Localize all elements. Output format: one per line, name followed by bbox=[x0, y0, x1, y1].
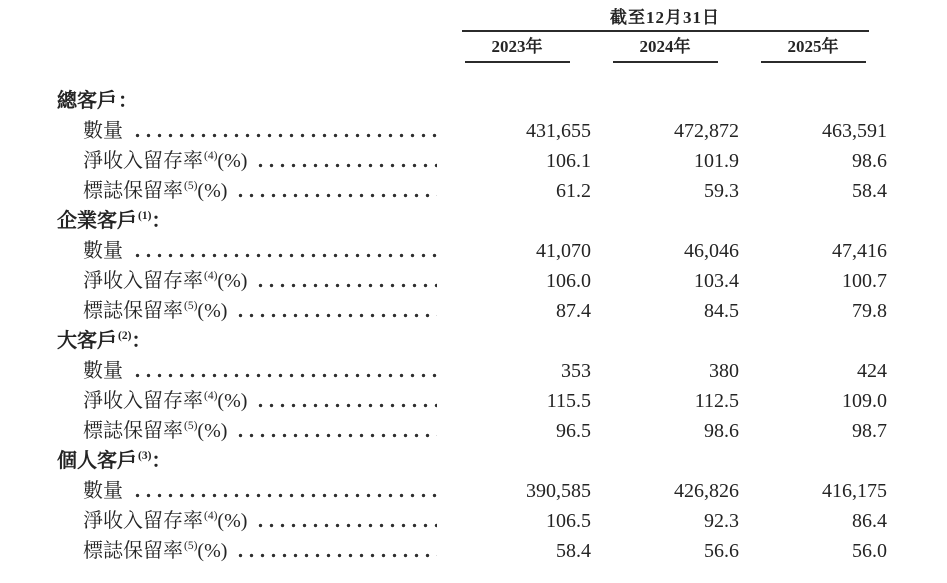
metric-label-cell bbox=[57, 296, 443, 326]
metric-label bbox=[83, 536, 227, 566]
section-label-cell bbox=[57, 206, 443, 236]
metric-name: 數量 bbox=[83, 360, 123, 382]
value-2025: 98.6 bbox=[852, 150, 887, 172]
metric-row bbox=[57, 536, 947, 566]
value-2023: 106.0 bbox=[546, 270, 591, 292]
section-header-row bbox=[57, 86, 947, 116]
customer-group bbox=[57, 326, 947, 446]
value-2025: 47,416 bbox=[832, 240, 887, 262]
metric-row bbox=[57, 416, 947, 446]
section-footnote-marker: (3) bbox=[138, 450, 152, 463]
metric-label-cell bbox=[57, 536, 443, 566]
section-colon: ： bbox=[131, 330, 152, 352]
metric-name: 淨收入留存率 bbox=[83, 270, 203, 292]
metric-label-cell bbox=[57, 416, 443, 446]
dot-leader bbox=[235, 536, 437, 566]
metric-row bbox=[57, 146, 947, 176]
metric-label-cell bbox=[57, 386, 443, 416]
section-name: 總客戶 bbox=[57, 90, 117, 112]
metric-label-cell bbox=[57, 146, 443, 176]
metric-row bbox=[57, 116, 947, 146]
metric-footnote-marker: (4) bbox=[204, 390, 218, 403]
metric-row bbox=[57, 266, 947, 296]
value-2023: 87.4 bbox=[556, 300, 591, 322]
section-title bbox=[57, 86, 138, 116]
value-2024: 46,046 bbox=[684, 240, 739, 262]
year-label: 2025年 bbox=[761, 32, 866, 63]
value-2024: 56.6 bbox=[704, 540, 739, 562]
metric-label-cell bbox=[57, 506, 443, 536]
value-2025: 86.4 bbox=[852, 510, 887, 532]
section-title bbox=[57, 446, 171, 476]
value-2023: 58.4 bbox=[556, 540, 591, 562]
customer-group bbox=[57, 206, 947, 326]
metric-row bbox=[57, 176, 947, 206]
metric-row bbox=[57, 236, 947, 266]
section-title bbox=[57, 206, 171, 236]
value-2025: 424 bbox=[857, 360, 887, 382]
section-name: 大客戶 bbox=[57, 330, 117, 352]
dot-leader bbox=[255, 266, 437, 296]
section-title bbox=[57, 326, 151, 356]
metric-footnote-marker: (5) bbox=[184, 420, 198, 433]
metric-label bbox=[83, 476, 124, 506]
metric-name: 淨收入留存率 bbox=[83, 390, 203, 412]
metric-unit: (%) bbox=[217, 390, 248, 412]
metric-label-cell bbox=[57, 236, 443, 266]
year-label: 2023年 bbox=[465, 32, 570, 63]
value-2023: 41,070 bbox=[536, 240, 591, 262]
value-2025: 463,591 bbox=[822, 120, 887, 142]
section-label-cell bbox=[57, 446, 443, 476]
value-2023: 353 bbox=[561, 360, 591, 382]
section-header-row bbox=[57, 446, 947, 476]
metric-footnote-marker: (4) bbox=[204, 150, 218, 163]
table-header bbox=[57, 6, 947, 63]
metric-name: 標誌保留率 bbox=[83, 300, 183, 322]
value-2025: 58.4 bbox=[852, 180, 887, 202]
metric-label-cell bbox=[57, 176, 443, 206]
metric-label bbox=[83, 386, 247, 416]
value-2023: 106.5 bbox=[546, 510, 591, 532]
period-title: 截至12月31日 bbox=[610, 8, 720, 27]
value-2024: 101.9 bbox=[694, 150, 739, 172]
metric-row bbox=[57, 386, 947, 416]
section-footnote-marker: (1) bbox=[138, 210, 152, 223]
dot-leader bbox=[132, 476, 437, 506]
dot-leader bbox=[235, 176, 437, 206]
metric-label bbox=[83, 176, 227, 206]
year-column-2023 bbox=[443, 32, 591, 63]
dot-leader bbox=[255, 386, 437, 416]
year-column-2025 bbox=[739, 32, 887, 63]
metric-label bbox=[83, 416, 227, 446]
metric-row bbox=[57, 506, 947, 536]
metric-name: 標誌保留率 bbox=[83, 540, 183, 562]
value-2023: 106.1 bbox=[546, 150, 591, 172]
metric-label bbox=[83, 236, 124, 266]
value-2024: 472,872 bbox=[674, 120, 739, 142]
metric-footnote-marker: (4) bbox=[204, 510, 218, 523]
metric-name: 數量 bbox=[83, 240, 123, 262]
value-2024: 426,826 bbox=[674, 480, 739, 502]
dot-leader bbox=[255, 146, 437, 176]
metric-label-cell bbox=[57, 476, 443, 506]
metric-label bbox=[83, 266, 247, 296]
customer-group bbox=[57, 446, 947, 566]
value-2025: 98.7 bbox=[852, 420, 887, 442]
value-2025: 56.0 bbox=[852, 540, 887, 562]
metric-name: 數量 bbox=[83, 480, 123, 502]
section-header-row bbox=[57, 206, 947, 236]
metric-footnote-marker: (5) bbox=[184, 300, 198, 313]
value-2024: 92.3 bbox=[704, 510, 739, 532]
metric-unit: (%) bbox=[217, 150, 248, 172]
metric-footnote-marker: (5) bbox=[184, 180, 198, 193]
metric-name: 淨收入留存率 bbox=[83, 510, 203, 532]
metric-unit: (%) bbox=[197, 420, 228, 442]
metric-footnote-marker: (5) bbox=[184, 540, 198, 553]
section-header-row bbox=[57, 326, 947, 356]
metric-label bbox=[83, 506, 247, 536]
header-columns bbox=[443, 6, 887, 63]
value-2023: 115.5 bbox=[546, 390, 591, 412]
dot-leader bbox=[235, 416, 437, 446]
table-body bbox=[57, 86, 947, 566]
value-2024: 84.5 bbox=[704, 300, 739, 322]
metric-label-cell bbox=[57, 356, 443, 386]
value-2025: 109.0 bbox=[842, 390, 887, 412]
section-footnote-marker: (2) bbox=[118, 330, 132, 343]
metric-unit: (%) bbox=[197, 180, 228, 202]
section-label-cell bbox=[57, 326, 443, 356]
metric-unit: (%) bbox=[217, 270, 248, 292]
value-2025: 79.8 bbox=[852, 300, 887, 322]
dot-leader bbox=[132, 236, 437, 266]
metric-name: 標誌保留率 bbox=[83, 420, 183, 442]
metric-unit: (%) bbox=[217, 510, 248, 532]
metric-row bbox=[57, 476, 947, 506]
value-2025: 100.7 bbox=[842, 270, 887, 292]
value-2025: 416,175 bbox=[822, 480, 887, 502]
year-row bbox=[443, 32, 887, 63]
metric-unit: (%) bbox=[197, 300, 228, 322]
value-2024: 59.3 bbox=[704, 180, 739, 202]
section-label-cell bbox=[57, 86, 443, 116]
metric-footnote-marker: (4) bbox=[204, 270, 218, 283]
dot-leader bbox=[255, 506, 437, 536]
metric-label bbox=[83, 356, 124, 386]
value-2024: 98.6 bbox=[704, 420, 739, 442]
metric-unit: (%) bbox=[197, 540, 228, 562]
value-2023: 96.5 bbox=[556, 420, 591, 442]
section-colon: ： bbox=[151, 450, 172, 472]
customer-group bbox=[57, 86, 947, 206]
value-2023: 390,585 bbox=[526, 480, 591, 502]
metric-label bbox=[83, 116, 124, 146]
metric-name: 標誌保留率 bbox=[83, 180, 183, 202]
metric-name: 數量 bbox=[83, 120, 123, 142]
dot-leader bbox=[235, 296, 437, 326]
metric-label bbox=[83, 296, 227, 326]
metric-label-cell bbox=[57, 116, 443, 146]
dot-leader bbox=[132, 356, 437, 386]
metric-name: 淨收入留存率 bbox=[83, 150, 203, 172]
section-name: 個人客戶 bbox=[57, 450, 137, 472]
value-2024: 380 bbox=[709, 360, 739, 382]
section-colon: ： bbox=[151, 210, 172, 232]
value-2024: 103.4 bbox=[694, 270, 739, 292]
year-label: 2024年 bbox=[613, 32, 718, 63]
year-column-2024 bbox=[591, 32, 739, 63]
metric-label-cell bbox=[57, 266, 443, 296]
value-2023: 431,655 bbox=[526, 120, 591, 142]
header-spacer bbox=[57, 6, 443, 63]
dot-leader bbox=[132, 116, 437, 146]
section-name: 企業客戶 bbox=[57, 210, 137, 232]
value-2024: 112.5 bbox=[694, 390, 739, 412]
metric-row bbox=[57, 296, 947, 326]
metric-label bbox=[83, 146, 247, 176]
value-2023: 61.2 bbox=[556, 180, 591, 202]
section-colon: ： bbox=[118, 90, 138, 112]
metric-row bbox=[57, 356, 947, 386]
